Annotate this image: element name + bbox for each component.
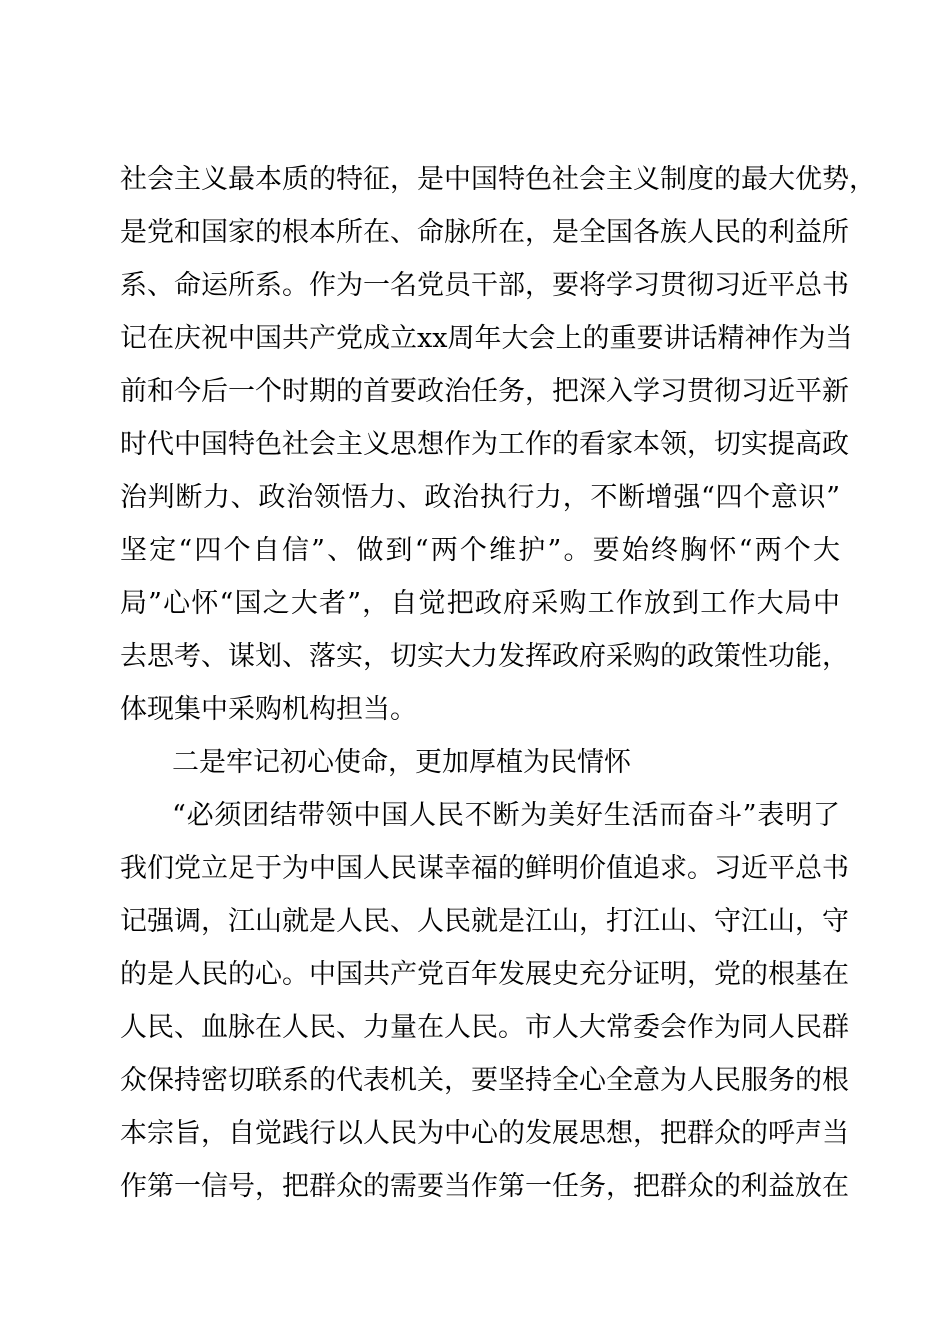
text-line: 治判断力、政治领悟力、政治执行力，不断增强“四个意识” (120, 482, 840, 513)
text-line: 记强调，江山就是人民、人民就是江山，打江山、守江山，守 (120, 906, 849, 937)
text-line: 坚定“四个自信”、做到“两个维护”。要始终胸怀“两个大 (120, 535, 840, 566)
text-line: 局”心怀“国之大者”，自觉把政府采购工作放到工作大局中 (120, 588, 840, 619)
text-line: 社会主义最本质的特征，是中国特色社会主义制度的最大优势， (120, 164, 876, 195)
text-line: 系、命运所系。作为一名党员干部，要将学习贯彻习近平总书 (120, 270, 849, 301)
text-line: 是党和国家的根本所在、命脉所在，是全国各族人民的利益所 (120, 217, 849, 248)
text-line: 的是人民的心。中国共产党百年发展史充分证明，党的根基在 (120, 959, 849, 990)
text-line: 我们党立足于为中国人民谋幸福的鲜明价值追求。习近平总书 (120, 853, 849, 884)
section-heading: 二是牢记初心使命，更加厚植为民情怀 (172, 747, 631, 778)
text-line: 人民、血脉在人民、力量在人民。市人大常委会作为同人民群 (120, 1012, 849, 1043)
text-line: 本宗旨，自觉践行以人民为中心的发展思想，把群众的呼声当 (120, 1118, 849, 1149)
text-line: 作第一信号，把群众的需要当作第一任务，把群众的利益放在 (120, 1171, 849, 1202)
text-line: 前和今后一个时期的首要政治任务，把深入学习贯彻习近平新 (120, 376, 849, 407)
text-line: “必须团结带领中国人民不断为美好生活而奋斗”表明了 (172, 800, 840, 831)
text-line: 众保持密切联系的代表机关，要坚持全心全意为人民服务的根 (120, 1065, 849, 1096)
text-line: 时代中国特色社会主义思想作为工作的看家本领，切实提高政 (120, 429, 849, 460)
text-line: 记在庆祝中国共产党成立xx周年大会上的重要讲话精神作为当 (120, 323, 853, 354)
text-line: 去思考、谋划、落实，切实大力发挥政府采购的政策性功能， (120, 641, 849, 672)
text-line: 体现集中采购机构担当。 (120, 694, 417, 725)
